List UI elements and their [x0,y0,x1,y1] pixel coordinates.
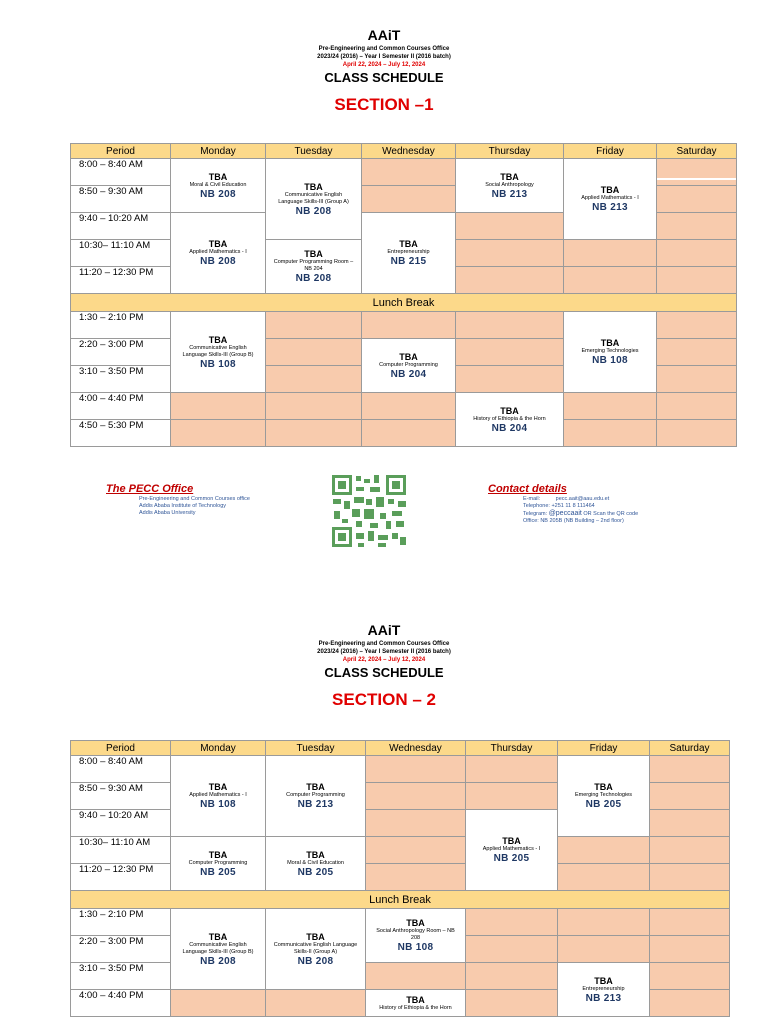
tba-label: TBA [208,782,228,792]
tba-label: TBA [600,185,620,195]
room-label: NB 208 [200,955,236,967]
tba-label: TBA [208,931,228,942]
course-name: Applied Mathematics - I [189,792,247,798]
room-label: NB 213 [585,992,622,1004]
class-cell [266,909,366,990]
header-monday: Monday [171,741,266,756]
tba-label: TBA [399,239,418,249]
empty-cell [466,936,558,963]
course-name: Communicative English Language Skills-III (Group B) [182,941,254,955]
room-label: NB 213 [592,202,628,213]
room-label: NB 108 [200,358,236,370]
period-cell: 10:30– 11:10 AM [71,240,171,267]
org-title: AAiT [367,27,401,43]
period-cell: 1:30 – 2:10 PM [71,909,171,936]
empty-cell [456,312,564,339]
lunch-break-row: Lunch Break [71,891,730,909]
room-label: NB 205 [297,866,334,878]
empty-cell [266,990,366,1017]
empty-cell [558,837,650,864]
class-cell [366,909,466,963]
header-saturday: Saturday [657,144,737,159]
room-label: NB 215 [390,256,427,267]
period-cell: 11:20 – 12:30 PM [71,267,171,294]
lunch-break-row: Lunch Break [71,294,737,312]
course-name: Applied Mathematics - I [189,249,247,255]
period-cell: 9:40 – 10:20 AM [71,810,171,837]
period-cell: 3:10 – 3:50 PM [71,366,171,393]
empty-cell [657,240,737,267]
course-name: Computer Programming [188,859,248,866]
tba-label: TBA [306,782,325,792]
tba-label: TBA [500,171,519,182]
tba-label: TBA [306,849,325,860]
class-cell [171,909,266,990]
header-tuesday: Tuesday [266,741,366,756]
header-wednesday: Wednesday [366,741,466,756]
empty-cell [657,366,737,393]
schedule-title: CLASS SCHEDULE [324,665,444,680]
empty-cell [657,339,737,366]
period-cell: 2:20 – 3:00 PM [71,936,171,963]
office-title: The PECC Office [106,483,194,495]
empty-cell [650,810,730,837]
period-cell: 3:10 – 3:50 PM [71,963,171,990]
tba-label: TBA [399,351,418,362]
room-label: NB 213 [297,799,334,810]
class-cell [466,810,558,891]
empty-cell [266,339,362,366]
course-name: Applied Mathematics - I [581,195,639,201]
empty-cell [366,783,466,810]
empty-cell [366,864,466,891]
empty-cell [266,393,362,420]
course-name: Computer Programming Room – NB 204 [273,259,354,272]
class-cell [456,159,564,213]
period-cell: 2:20 – 3:00 PM [71,339,171,366]
empty-cell [650,963,730,990]
class-cell [456,393,564,447]
empty-cell [456,213,564,240]
course-name: Moral & Civil Education [189,181,247,188]
office-name: Pre-Engineering and Common Courses Office [318,46,450,52]
tba-label: TBA [208,849,228,860]
empty-cell [466,990,558,1017]
empty-cell [456,267,564,294]
room-label: NB 205 [200,866,236,878]
room-label: NB 108 [397,942,434,953]
header-period: Period [71,144,171,159]
office-line: Addis Ababa University [139,510,196,516]
room-label: NB 208 [297,955,334,967]
period-cell: 4:00 – 4:40 PM [71,990,171,1017]
class-cell [362,213,456,294]
empty-cell [564,420,657,447]
empty-cell [456,339,564,366]
schedule-title: CLASS SCHEDULE [324,70,444,85]
class-cell [266,837,366,891]
header-thursday: Thursday [466,741,558,756]
empty-cell [171,393,266,420]
room-label: NB 108 [592,355,628,366]
class-cell [564,159,657,240]
telegram-handle[interactable]: @peccaait [548,510,582,517]
section-title: SECTION –1 [334,95,434,114]
empty-cell [558,864,650,891]
period-cell: 8:50 – 9:30 AM [71,783,171,810]
section-2-page [0,595,768,1011]
period-cell: 8:50 – 9:30 AM [71,186,171,213]
empty-cell [266,312,362,339]
empty-cell [564,393,657,420]
course-name: Moral & Civil Education [287,859,344,866]
room-label: NB 204 [491,422,528,434]
period-cell: 4:50 – 5:30 PM [71,420,171,447]
tba-label: TBA [208,239,228,249]
date-range: April 22, 2024 – July 12, 2024 [342,657,426,663]
room-label: NB 213 [491,188,528,200]
empty-cell [466,756,558,783]
course-name: Entrepreneurship [582,985,625,992]
tba-label: TBA [502,836,521,846]
schedule-table [70,143,737,447]
telegram-rest: OR Scan the QR code [583,511,639,517]
course-name: Computer Programming [379,361,438,368]
header-period: Period [71,741,171,756]
empty-cell [266,366,362,393]
course-name: Communicative English Language Skills-III (Group A) [278,191,349,205]
course-name: Applied Mathematics - I [482,846,541,852]
office-info [106,483,250,517]
course-name: Emerging Technologies [581,348,639,354]
email-link[interactable]: pecc.aait@aau.edu.et [555,496,610,502]
empty-cell [558,909,650,936]
empty-cell [366,756,466,783]
empty-cell [650,756,730,783]
empty-cell [564,267,657,294]
room-label: NB 204 [390,368,427,380]
telegram-label: Telegram: [523,511,548,517]
qr-code-icon [330,473,408,549]
empty-cell [657,159,737,186]
period-cell: 8:00 – 8:40 AM [71,756,171,783]
empty-cell [657,312,737,339]
course-name: Entrepreneurship [387,249,430,255]
course-name: Emerging Technologies [574,792,633,798]
qr-code-image[interactable] [330,473,408,554]
room-label: NB 208 [200,256,236,267]
header-tuesday: Tuesday [266,144,362,159]
empty-cell [657,393,737,420]
class-cell [171,312,266,393]
term-line: 2023/24 (2016) – Year I Semester II (2016 batch) [317,649,451,655]
tba-label: TBA [208,334,228,345]
empty-cell [466,909,558,936]
course-name: Communicative English Language Skills-III (Group B) [182,344,254,358]
class-cell [266,756,366,837]
empty-cell [366,837,466,864]
course-name: Social Anthropology [485,181,534,188]
tba-label: TBA [304,181,323,192]
tba-label: TBA [500,405,519,416]
room-label: NB 205 [585,799,622,810]
empty-cell [650,909,730,936]
tba-label: TBA [594,782,613,792]
empty-cell [657,267,737,294]
period-cell: 1:30 – 2:10 PM [71,312,171,339]
class-cell [558,963,650,1017]
room-label: NB 208 [295,273,332,284]
tba-label: TBA [406,994,425,1005]
email-label: E-mail: [523,496,541,502]
header-friday: Friday [564,144,657,159]
date-range: April 22, 2024 – July 12, 2024 [342,62,426,68]
empty-cell [362,159,456,186]
section-title: SECTION – 2 [332,690,436,709]
period-cell: 4:00 – 4:40 PM [71,393,171,420]
course-name: History of Ethiopia & the Horn [379,1004,452,1011]
empty-cell [657,186,737,213]
class-cell [564,312,657,393]
header-monday: Monday [171,144,266,159]
class-cell [558,756,650,837]
empty-cell [266,420,362,447]
empty-cell [650,837,730,864]
class-cell [171,159,266,213]
room-label: NB 205 [493,853,530,864]
class-cell [366,990,466,1017]
header-wednesday: Wednesday [362,144,456,159]
empty-cell [456,366,564,393]
period-cell: 8:00 – 8:40 AM [71,159,171,186]
empty-cell [650,783,730,810]
tba-label: TBA [304,249,323,259]
class-cell [266,159,362,240]
tba-label: TBA [306,931,325,942]
empty-cell [466,783,558,810]
class-cell [171,213,266,294]
room-label: NB 108 [200,799,236,810]
period-cell: 9:40 – 10:20 AM [71,213,171,240]
empty-cell [456,240,564,267]
empty-cell [657,213,737,240]
schedule-header [0,595,768,710]
tba-label: TBA [594,975,613,986]
telephone-line: Telephone: +251 11 8 111464 [523,503,595,509]
class-cell [362,339,456,393]
empty-cell [366,810,466,837]
empty-cell [564,240,657,267]
office-line: Pre-Engineering and Common Courses office [139,496,250,502]
class-cell [171,756,266,837]
empty-cell [362,312,456,339]
org-title: AAiT [367,622,401,638]
period-cell: 11:20 – 12:30 PM [71,864,171,891]
schedule-table [70,740,730,1017]
empty-cell [366,963,466,990]
header-thursday: Thursday [456,144,564,159]
empty-cell [171,420,266,447]
empty-cell [362,393,456,420]
office-location: Office: NB 205B (NB Building – 2nd floor) [523,518,624,524]
tba-label: TBA [600,338,620,348]
period-cell: 10:30– 11:10 AM [71,837,171,864]
contact-details [488,483,638,525]
empty-cell [466,963,558,990]
empty-cell [650,864,730,891]
course-name: Social Anthropology Room – NB 208 [376,928,455,941]
course-name: History of Ethiopia & the Horn [473,415,546,422]
empty-cell [650,990,730,1017]
tba-label: TBA [406,918,425,928]
tba-label: TBA [208,171,228,182]
course-name: Communicative English Language Skills-II (Group A) [273,941,358,955]
class-cell [171,837,266,891]
empty-cell [362,420,456,447]
class-cell [266,240,362,294]
empty-cell [171,990,266,1017]
empty-cell [558,936,650,963]
empty-cell [650,936,730,963]
room-label: NB 208 [200,188,236,200]
course-name: Computer Programming [286,792,345,798]
office-name: Pre-Engineering and Common Courses Office [318,641,450,647]
term-line: 2023/24 (2016) – Year I Semester II (2016 batch) [317,54,451,60]
contact-title: Contact details [488,483,567,495]
room-label: NB 208 [295,205,332,217]
empty-cell [362,186,456,213]
empty-cell [657,420,737,447]
header-saturday: Saturday [650,741,730,756]
office-line: Addis Ababa Institute of Technology [139,503,227,509]
schedule-header [0,0,768,115]
header-friday: Friday [558,741,650,756]
